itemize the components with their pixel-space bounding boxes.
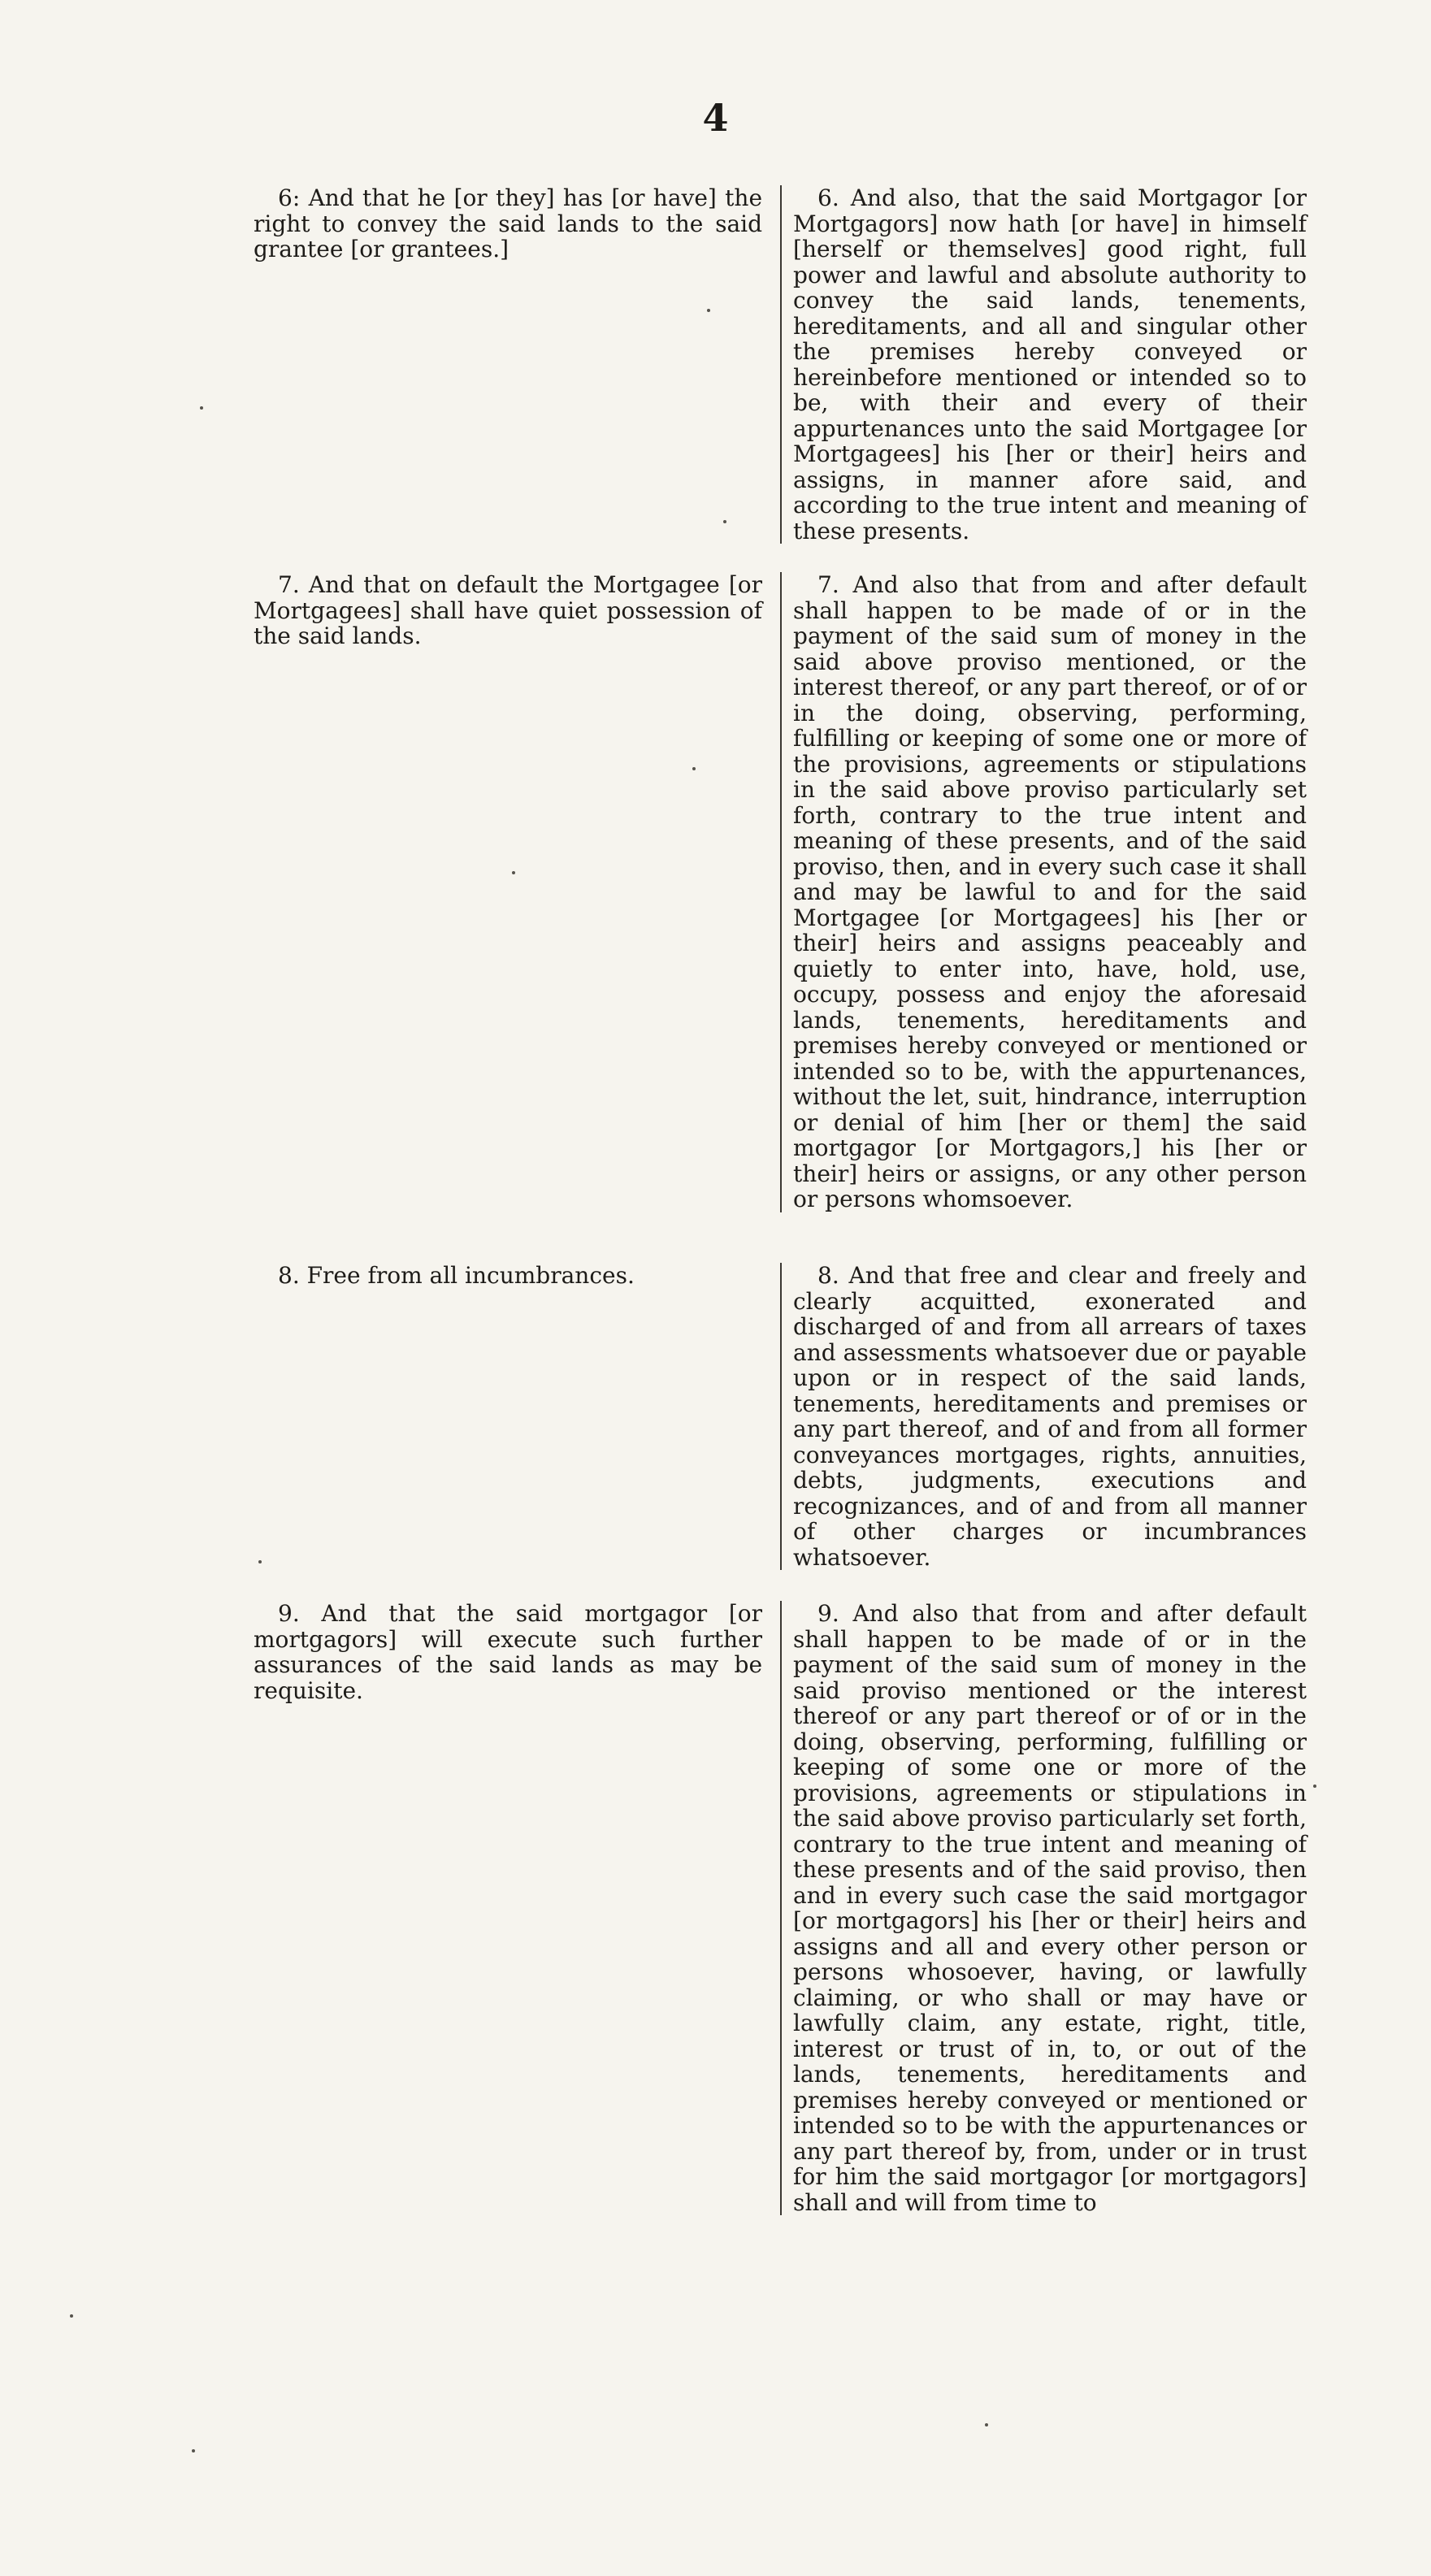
short-form-column — [254, 185, 762, 262]
scan-speck — [200, 406, 203, 410]
long-form-column — [780, 1601, 1307, 2215]
long-form-text: 6. And also, that the said Mortgagor [or Mortgagors] now hath [or have] in himself [herself or themselves] good right, full power and lawful and absolute authority to convey the said lands, tenements, hereditaments, and all and singular other the premises hereby conveyed or hereinbefore mentioned or intended so to be, with their and every of their appurtenances unto the said Mortgagee [or Mortgagees] his [her or their] heirs and assigns, in manner afore said, and according to the true intent and meaning of these presents. — [793, 184, 1307, 544]
long-form-text: 8. And that free and clear and freely and clearly acquitted, exonerated and discharged of and from all arrears of taxes and assessments whatsoever due or payable upon or in respect of the said lands, tenements, hereditaments and premises or any part thereof, and of and from all former conveyances mortgages, rights, annuities, debts, judgments, executions and recognizances, and of and from all manner of other charges or incumbrances whatsoever. — [793, 1262, 1307, 1571]
short-form-text: 9. And that the said mortgagor [or mortgagors] will execute such further assurances of the said lands as may be requisite. — [254, 1600, 763, 1704]
scan-speck — [192, 2449, 195, 2452]
clause-6 — [254, 185, 1307, 544]
scan-speck — [985, 2423, 988, 2426]
long-form-text: 9. And also that from and after default shall happen to be made of or in the payment of the said sum of money in the said proviso mentioned or the interest thereof or any part thereof or of or in the doing, observing, performing, fulfilling or keeping of some one or more of the provisions, agreements or stipulations in the said above proviso particularly set forth, contrary to the true intent and meaning of these presents and of the said proviso, then and in every such case the said mortgagor [or mortgagors] his [her or their] heirs and assigns and all and every other person or persons whosoever, having, or lawfully claiming, or who shall or may have or lawfully claim, any estate, right, title, interest or trust of in, to, or out of the lands, tenements, hereditaments and premises hereby conveyed or mentioned or intended so to be with the appurtenances or any part thereof by, from, under or in trust for him the said mortgagor [or mortgagors] shall and will from time to — [793, 1600, 1307, 2216]
clause-7 — [254, 572, 1307, 1212]
scan-speck — [512, 871, 515, 874]
scan-speck — [692, 767, 696, 770]
short-form-text: 8. Free from all incumbrances. — [278, 1262, 635, 1289]
short-form-text: 6: And that he [or they] has [or have] the right to convey the said lands to the said grantee [or grantees.] — [254, 184, 763, 262]
short-form-column — [254, 1601, 762, 1703]
scan-speck — [70, 2314, 73, 2318]
clause-8 — [254, 1263, 1307, 1570]
scan-speck — [1313, 1785, 1316, 1788]
scan-speck — [723, 520, 726, 523]
short-form-text: 7. And that on default the Mortgagee [or Mortgagees] shall have quiet possession of the said lands. — [254, 571, 763, 649]
long-form-column — [780, 185, 1307, 544]
scan-speck — [258, 1560, 262, 1563]
short-form-column — [254, 572, 762, 649]
short-form-column — [254, 1263, 762, 1289]
scan-speck — [707, 309, 710, 312]
long-form-text: 7. And also that from and after default shall happen to be made of or in the payment of the said sum of money in the said above proviso mentioned, or the interest thereof, or any part thereof, or of or in the doing, observing, performing, fulfilling or keeping of some one or more of the provisions, agreements or stipulations in the said above proviso particularly set forth, contrary to the true intent and meaning of these presents, and of the said proviso, then, and in every such case it shall and may be lawful to and for the said Mortgagee [or Mortgagees] his [her or their] heirs and assigns peaceably and quietly to enter into, have, hold, use, occupy, possess and enjoy the aforesaid lands, tenements, hereditaments and premises hereby conveyed or mentioned or intended so to be, with the appurtenances, without the let, suit, hindrance, interruption or denial of him [her or them] the said mortgagor [or Mortgagors,] his [her or their] heirs or assigns, or any other person or persons whomsoever. — [793, 571, 1307, 1212]
clause-9 — [254, 1601, 1307, 2215]
page-number: 4 — [702, 96, 729, 140]
long-form-column — [780, 1263, 1307, 1570]
long-form-column — [780, 572, 1307, 1212]
